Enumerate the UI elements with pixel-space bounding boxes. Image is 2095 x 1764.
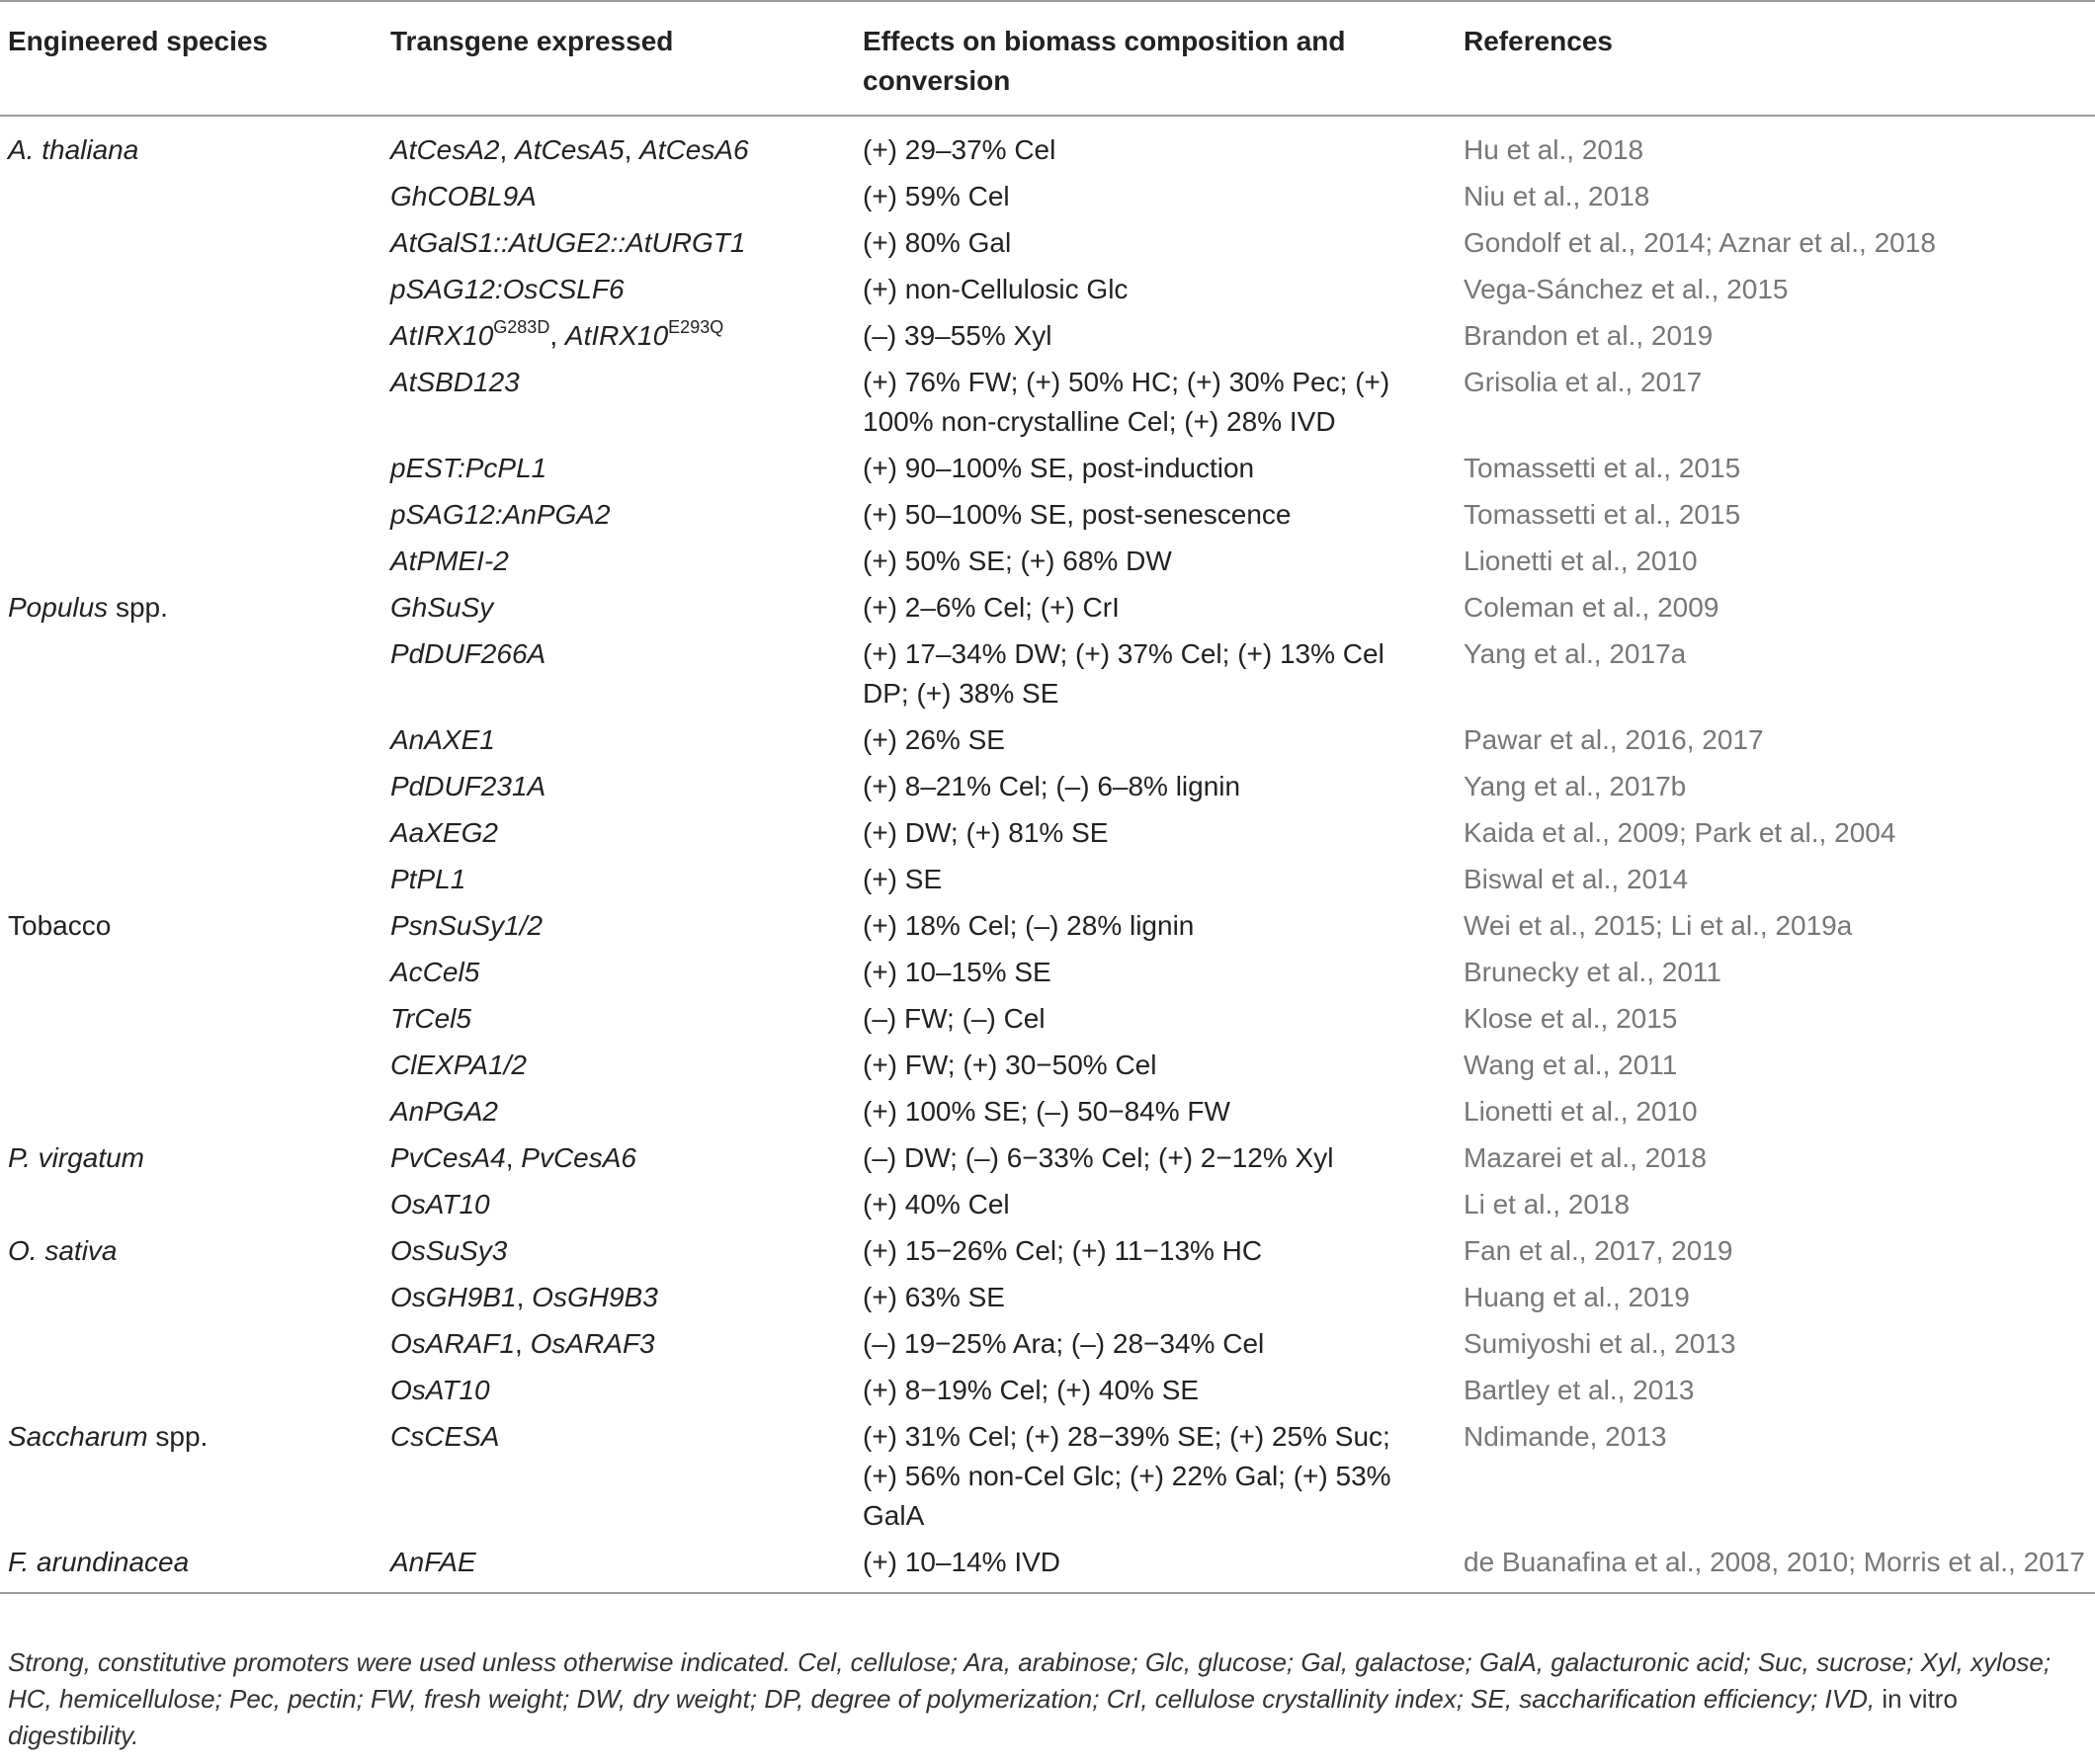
table-row [0,1321,2095,1368]
table-row [0,539,2095,585]
transgene-name: PvCesA6 [521,1142,636,1173]
effects-cell: (+) 29–37% Cel [863,134,1056,165]
species-cell [0,631,382,717]
table-row [0,631,2095,717]
table-row [0,717,2095,764]
reference-cell: Lionetti et al., 2010 [1464,1096,1698,1127]
effects-cell: (+) 63% SE [863,1282,1005,1312]
transgene-name: pSAG12:OsCSLF6 [390,274,625,304]
species-cell [0,1321,382,1368]
table-row [0,810,2095,857]
transgene-name: ClEXPA1/2 [390,1050,527,1080]
transgene-name: PtPL1 [390,864,466,894]
reference-cell: Kaida et al., 2009; Park et al., 2004 [1464,817,1896,848]
effects-cell: (–) FW; (–) Cel [863,1003,1046,1034]
reference-cell: Tomassetti et al., 2015 [1464,453,1741,483]
reference-cell: Wang et al., 2011 [1464,1050,1678,1080]
reference-cell: Niu et al., 2018 [1464,181,1650,211]
table-row [0,1275,2095,1321]
reference-cell: Mazarei et al., 2018 [1464,1142,1707,1173]
reference-cell: Bartley et al., 2013 [1464,1375,1695,1405]
transgene-name: PsnSuSy1/2 [390,910,544,941]
reference-cell: Yang et al., 2017a [1464,638,1687,669]
table-row [0,857,2095,903]
transgene-cell: AtCesA2, AtCesA5, AtCesA6 [390,134,749,165]
transgene-cell [382,903,855,950]
table-row [0,313,2095,360]
transgene-cell [382,1414,855,1540]
effects-cell: (+) 8−19% Cel; (+) 40% SE [863,1375,1200,1405]
reference-cell: Yang et al., 2017b [1464,771,1687,801]
reference-cell: Fan et al., 2017, 2019 [1464,1235,1733,1266]
species-suffix: spp. [108,592,168,623]
species-suffix: spp. [147,1421,209,1452]
transgene-name: GhSuSy [390,592,494,623]
reference-cell: Li et al., 2018 [1464,1189,1631,1219]
species-cell [0,1275,382,1321]
transgene-superscript: G283D [493,317,550,337]
species-cell [0,996,382,1043]
species-cell [0,857,382,903]
table-row [0,1540,2095,1593]
effects-cell: (+) 10–15% SE [863,957,1051,987]
effects-cell: (+) 76% FW; (+) 50% HC; (+) 30% Pec; (+) 100% non-crystalline Cel; (+) 28% IVD [863,367,1390,437]
reference-cell: Ndimande, 2013 [1464,1421,1667,1452]
species-cell [0,1089,382,1135]
species-cell [0,1414,382,1540]
effects-cell: (+) 17–34% DW; (+) 37% Cel; (+) 13% Cel DP; (+) 38% SE [863,638,1384,709]
transgene-name: AtGalS1::AtUGE2::AtURGT1 [390,227,746,258]
species-name: Populus [8,592,109,623]
table-row [0,950,2095,996]
effects-cell: (+) FW; (+) 30−50% Cel [863,1050,1157,1080]
transgene-name: AtSBD123 [390,367,520,397]
transgene-cell [382,1182,855,1228]
species-cell [0,810,382,857]
reference-cell: Coleman et al., 2009 [1464,592,1719,623]
table-row [0,492,2095,539]
transgene-cell [382,220,855,267]
table-row [0,267,2095,313]
transgene-name: OsGH9B1 [390,1282,517,1312]
table-row [0,174,2095,220]
transgene-cell [382,996,855,1043]
species-cell [0,539,382,585]
transgene-name: pSAG12:AnPGA2 [390,499,611,530]
species-cell [0,1135,382,1182]
reference-cell: Wei et al., 2015; Li et al., 2019a [1464,910,1853,941]
transgene-name: PdDUF231A [390,771,546,801]
effects-cell: (–) DW; (–) 6−33% Cel; (+) 2−12% Xyl [863,1142,1334,1173]
table-footnote: Strong, constitutive promoters were used unless otherwise indicated. Cel, cellulose; Ara, arabinose; Glc, glucose; Gal, galactose; GalA, galacturonic acid; Suc, sucrose; Xyl, xylose; HC, hemicellulose; Pec, pectin; FW, fresh weight; DW, dry weight; DP, degree of polymerization; CrI, cellulose crystallinity index; SE, saccharification efficiency; IVD, in vitro digestibility. [8,1647,2052,1750]
transgene-cell: $AtIRX10^{G283D}$, $AtIRX10^{E293Q}$ [390,317,724,351]
transgene-cell [382,446,855,492]
transgene-name: AtCesA5 [515,134,625,165]
transgene-name: AcCel5 [390,957,480,987]
footnote-upright-term: in vitro [1882,1684,1958,1714]
effects-cell: (–) 39–55% Xyl [863,320,1052,351]
transgene-name: pEST:PcPL1 [390,453,547,483]
table-body [0,116,2095,1593]
transgene-name: OsAT10 [390,1189,490,1219]
transgene-name: AaXEG2 [390,817,498,848]
transgene-name: AnPGA2 [390,1096,498,1127]
reference-cell: Brunecky et al., 2011 [1464,957,1721,987]
species-name: O. sativa [8,1235,118,1266]
transgene-name: AtPMEI-2 [390,546,509,576]
species-name: Saccharum [8,1421,148,1452]
transgene-name: OsSuSy3 [390,1235,508,1266]
species-cell [0,585,382,631]
species-cell [0,1368,382,1414]
effects-cell: (+) 100% SE; (–) 50−84% FW [863,1096,1230,1127]
transgene-cell [382,1368,855,1414]
table-row [0,1414,2095,1540]
effects-cell: (+) SE [863,864,943,894]
effects-cell: (+) 80% Gal [863,227,1012,258]
species-cell [0,360,382,446]
header-transgene: Transgene expressed [382,1,855,116]
reference-cell: Sumiyoshi et al., 2013 [1464,1328,1736,1359]
reference-cell: Pawar et al., 2016, 2017 [1464,724,1764,755]
transgene-cell [382,1089,855,1135]
transgene-cell [382,950,855,996]
transgene-cell [382,585,855,631]
species-cell [0,1228,382,1275]
table-row [0,446,2095,492]
table-row [0,585,2095,631]
transgene-cell [382,857,855,903]
effects-cell: (+) 8–21% Cel; (–) 6–8% lignin [863,771,1241,801]
species-name: A. thaliana [8,134,139,165]
species-cell [0,903,382,950]
transgene-cell [382,810,855,857]
table-row [0,220,2095,267]
reference-cell: Brandon et al., 2019 [1464,320,1714,351]
reference-cell: Tomassetti et al., 2015 [1464,499,1741,530]
table-row [0,116,2095,174]
reference-cell: Klose et al., 2015 [1464,1003,1678,1034]
species-cell [0,1540,382,1593]
transgene-name: AnFAE [390,1547,476,1577]
transgene-cell [382,1228,855,1275]
table-row [0,1228,2095,1275]
species-cell [0,950,382,996]
reference-cell: Grisolia et al., 2017 [1464,367,1703,397]
species-name: P. virgatum [8,1142,144,1173]
species-cell [0,1043,382,1089]
table-header-row [0,1,2095,116]
transgene-cell [382,631,855,717]
transgene-name: OsAT10 [390,1375,490,1405]
species-cell [0,267,382,313]
species-cell [0,220,382,267]
transgene-name: AtCesA6 [639,134,749,165]
species-cell [0,446,382,492]
transgene-cell [382,492,855,539]
transgene-cell [382,717,855,764]
transgene-name: AtCesA2 [390,134,500,165]
transgene-name: OsGH9B3 [532,1282,658,1312]
table-row [0,1135,2095,1182]
effects-cell: (+) 90–100% SE, post-induction [863,453,1255,483]
effects-cell: (+) 2–6% Cel; (+) CrI [863,592,1120,623]
effects-cell: (+) 26% SE [863,724,1005,755]
transgene-cell: PvCesA4, PvCesA6 [390,1142,636,1173]
transgene-name: AnAXE1 [390,724,495,755]
reference-cell: Biswal et al., 2014 [1464,864,1689,894]
species-cell [0,717,382,764]
effects-cell: (+) 50–100% SE, post-senescence [863,499,1292,530]
transgene-cell [382,1540,855,1593]
species-cell [0,492,382,539]
header-species: Engineered species [0,1,382,116]
species-cell [0,764,382,810]
species-name: F. arundinacea [8,1547,190,1577]
reference-cell: Vega-Sánchez et al., 2015 [1464,274,1789,304]
effects-cell: (+) non-Cellulosic Glc [863,274,1129,304]
table-row [0,1182,2095,1228]
effects-cell: (+) 31% Cel; (+) 28−39% SE; (+) 25% Suc; (+) 56% non-Cel Glc; (+) 22% Gal; (+) 53% GalA [863,1421,1391,1531]
table-row [0,1368,2095,1414]
transgene-name: PdDUF266A [390,638,546,669]
transgene-cell [382,267,855,313]
table-row [0,996,2095,1043]
header-references: References [1456,1,2095,116]
transgene-name: TrCel5 [390,1003,471,1034]
species-name: Tobacco [8,910,112,941]
reference-cell: Lionetti et al., 2010 [1464,546,1698,576]
transgene-cell [382,1043,855,1089]
transgene-name: AtIRX10 [564,320,669,351]
transgene-name: OsARAF3 [530,1328,655,1359]
species-cell [0,1182,382,1228]
transgene-name: PvCesA4 [390,1142,506,1173]
species-cell [0,116,382,174]
table-row [0,360,2095,446]
table-row [0,1089,2095,1135]
effects-cell: (+) 40% Cel [863,1189,1010,1219]
effects-cell: (+) 18% Cel; (–) 28% lignin [863,910,1195,941]
reference-cell: Gondolf et al., 2014; Aznar et al., 2018 [1464,227,1936,258]
effects-cell: (–) 19−25% Ara; (–) 28−34% Cel [863,1328,1265,1359]
transgene-cell: OsARAF1, OsARAF3 [390,1328,655,1359]
transgene-name: AtIRX10 [390,320,494,351]
effects-cell: (+) DW; (+) 81% SE [863,817,1109,848]
transgene-name: CsCESA [390,1421,500,1452]
transgene-superscript: E293Q [668,317,724,337]
header-effects: Effects on biomass composition and conversion [855,1,1456,116]
table-row [0,903,2095,950]
transgene-cell [382,764,855,810]
reference-cell: Hu et al., 2018 [1464,134,1644,165]
effects-cell: (+) 15−26% Cel; (+) 11−13% HC [863,1235,1263,1266]
transgene-name: OsARAF1 [390,1328,516,1359]
species-cell [0,174,382,220]
transgene-cell [382,539,855,585]
transgene-cell [382,360,855,446]
reference-cell: Huang et al., 2019 [1464,1282,1690,1312]
table-row [0,764,2095,810]
effects-cell: (+) 10–14% IVD [855,1540,1456,1593]
species-cell [0,313,382,360]
table-row [0,1043,2095,1089]
effects-cell: (+) 59% Cel [863,181,1010,211]
transgene-cell [382,174,855,220]
effects-cell: (+) 50% SE; (+) 68% DW [863,546,1172,576]
transgene-cell: OsGH9B1, OsGH9B3 [390,1282,658,1312]
transgene-name: GhCOBL9A [390,181,537,211]
reference-cell: de Buanafina et al., 2008, 2010; Morris et al., 2017 [1456,1540,2095,1593]
